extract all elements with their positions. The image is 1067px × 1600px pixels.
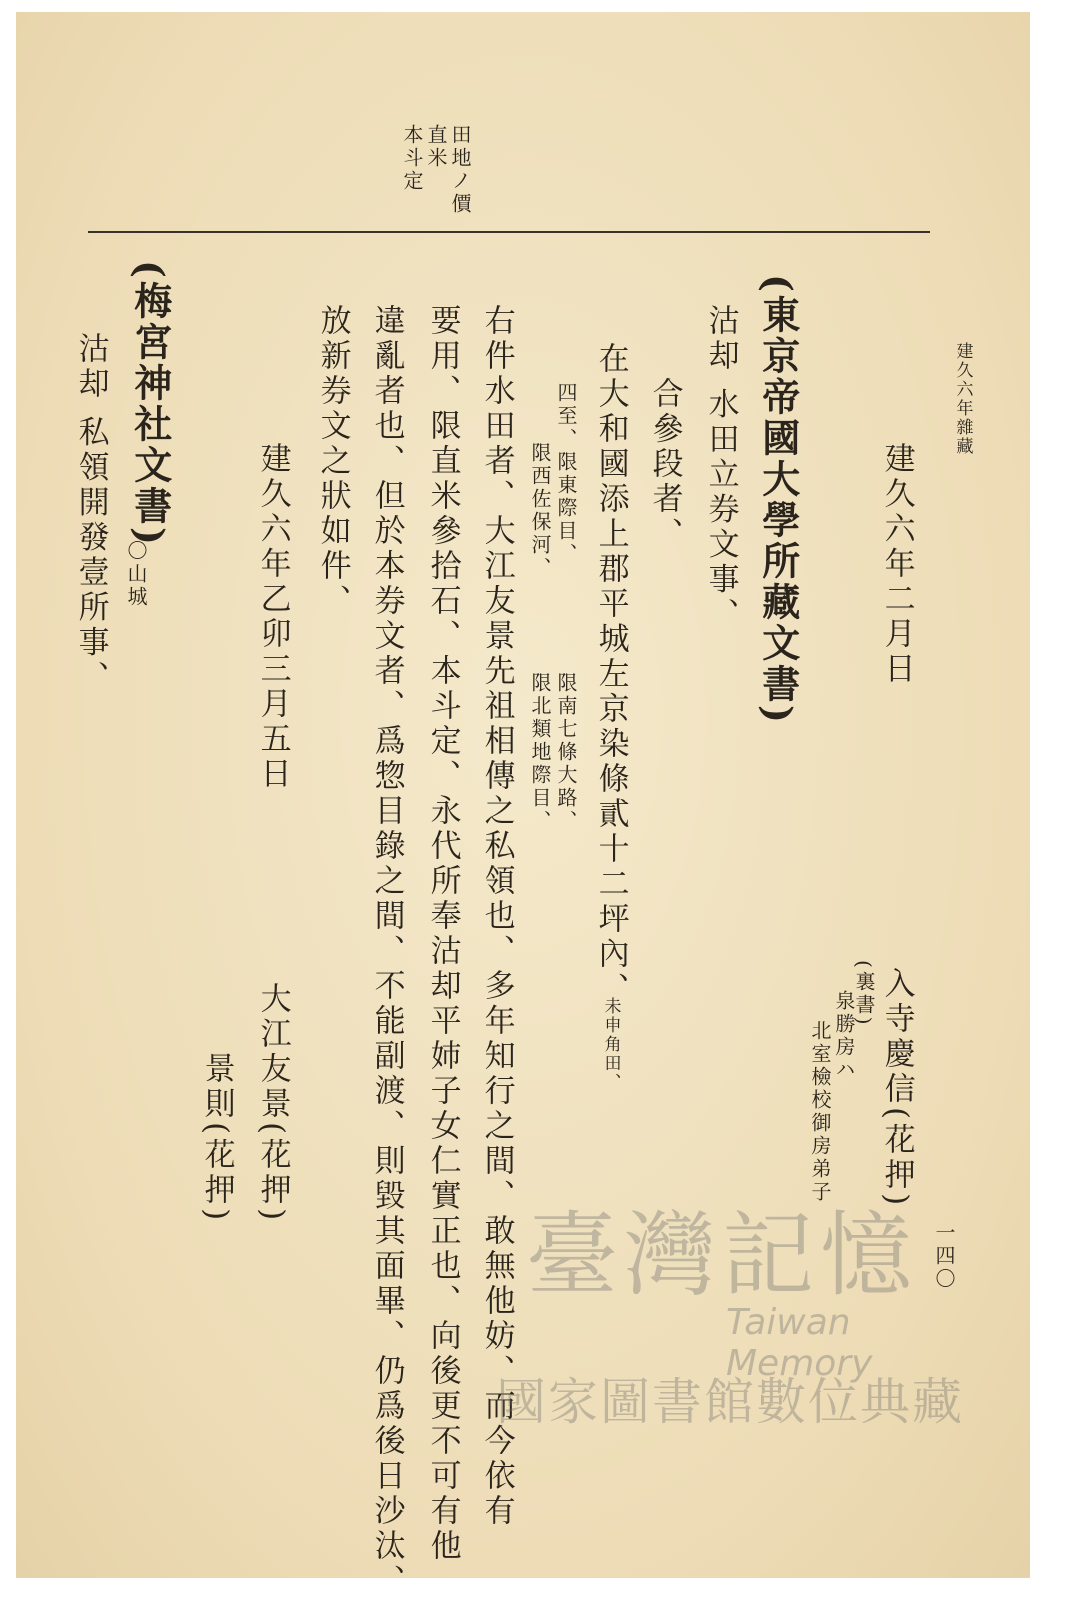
header-rule (88, 231, 930, 233)
watermark-title: 臺灣記憶 (526, 1202, 919, 1309)
watermark (486, 1182, 1006, 1442)
doc1-date: 建久六年二月日 (878, 442, 915, 687)
doc2-line-2: 在大和國添上郡平城左京染條貳十二坪內、 (592, 342, 629, 1007)
doc2-line-1: 合參段者、 (646, 377, 683, 552)
running-header: 建久六年雜藏 (952, 342, 973, 456)
doc1-verso-1: 泉勝房ハ (832, 990, 856, 1082)
document-page (16, 12, 1030, 1599)
top-note-line-1: 田地ノ價 (448, 124, 472, 216)
doc2-line-5: 右件水田者、大江友景先祖相傳之私領也、多年知行之間、敢無他妨、而今依有 (478, 304, 515, 1529)
top-note-line-3: 本斗定 (400, 124, 424, 193)
doc3-source-note: 〇山城 (124, 540, 148, 609)
doc2-title: 沽却 水田立券文事、 (702, 304, 739, 633)
doc2-signer-1: 大江友景(花押) (254, 982, 291, 1225)
watermark-subtitle-zh: 國家圖書館數位典藏 (496, 1373, 964, 1431)
top-note-line-2: 直米 (424, 124, 448, 170)
doc2-line-4a: 限西佐保河、 (528, 442, 552, 580)
doc2-date: 建久六年乙卯三月五日 (254, 442, 291, 792)
doc3-title: 沽却 私領開發壹所事、 (72, 332, 109, 696)
doc3-source: (梅宮神社文書) (127, 260, 173, 548)
page-number: 一四〇 (932, 1222, 956, 1291)
doc2-line-6: 要用、限直米參拾石、本斗定、永代所奉沽却平姉子女仁實正也、向後更不可有他 (424, 304, 461, 1564)
doc2-line-3b: 限南七條大路、 (554, 672, 578, 833)
doc1-verso-2: 北室檢校御房弟子 (808, 1020, 832, 1204)
doc2-signer-2: 景則(花押) (198, 1052, 235, 1225)
doc2-line-7: 違亂者也、但於本券文者、爲惣目錄之間、不能副渡、則毀其面畢、仍爲後日沙汰、 (368, 304, 405, 1599)
watermark-subtitle-en: Taiwan Memory (726, 1302, 873, 1384)
doc2-line-2-note: 未申角田、 (600, 997, 621, 1092)
doc2-line-4b: 限北類地際目、 (528, 672, 552, 833)
doc2-source: (東京帝國大學所藏文書) (755, 274, 801, 726)
doc1-verso-label: (裏書) (852, 960, 876, 1028)
doc2-line-8: 放新券文之狀如件、 (314, 304, 351, 619)
doc1-signature: 入寺慶信(花押) (878, 967, 915, 1210)
doc2-line-3a: 四至、限東際目、 (554, 382, 578, 566)
